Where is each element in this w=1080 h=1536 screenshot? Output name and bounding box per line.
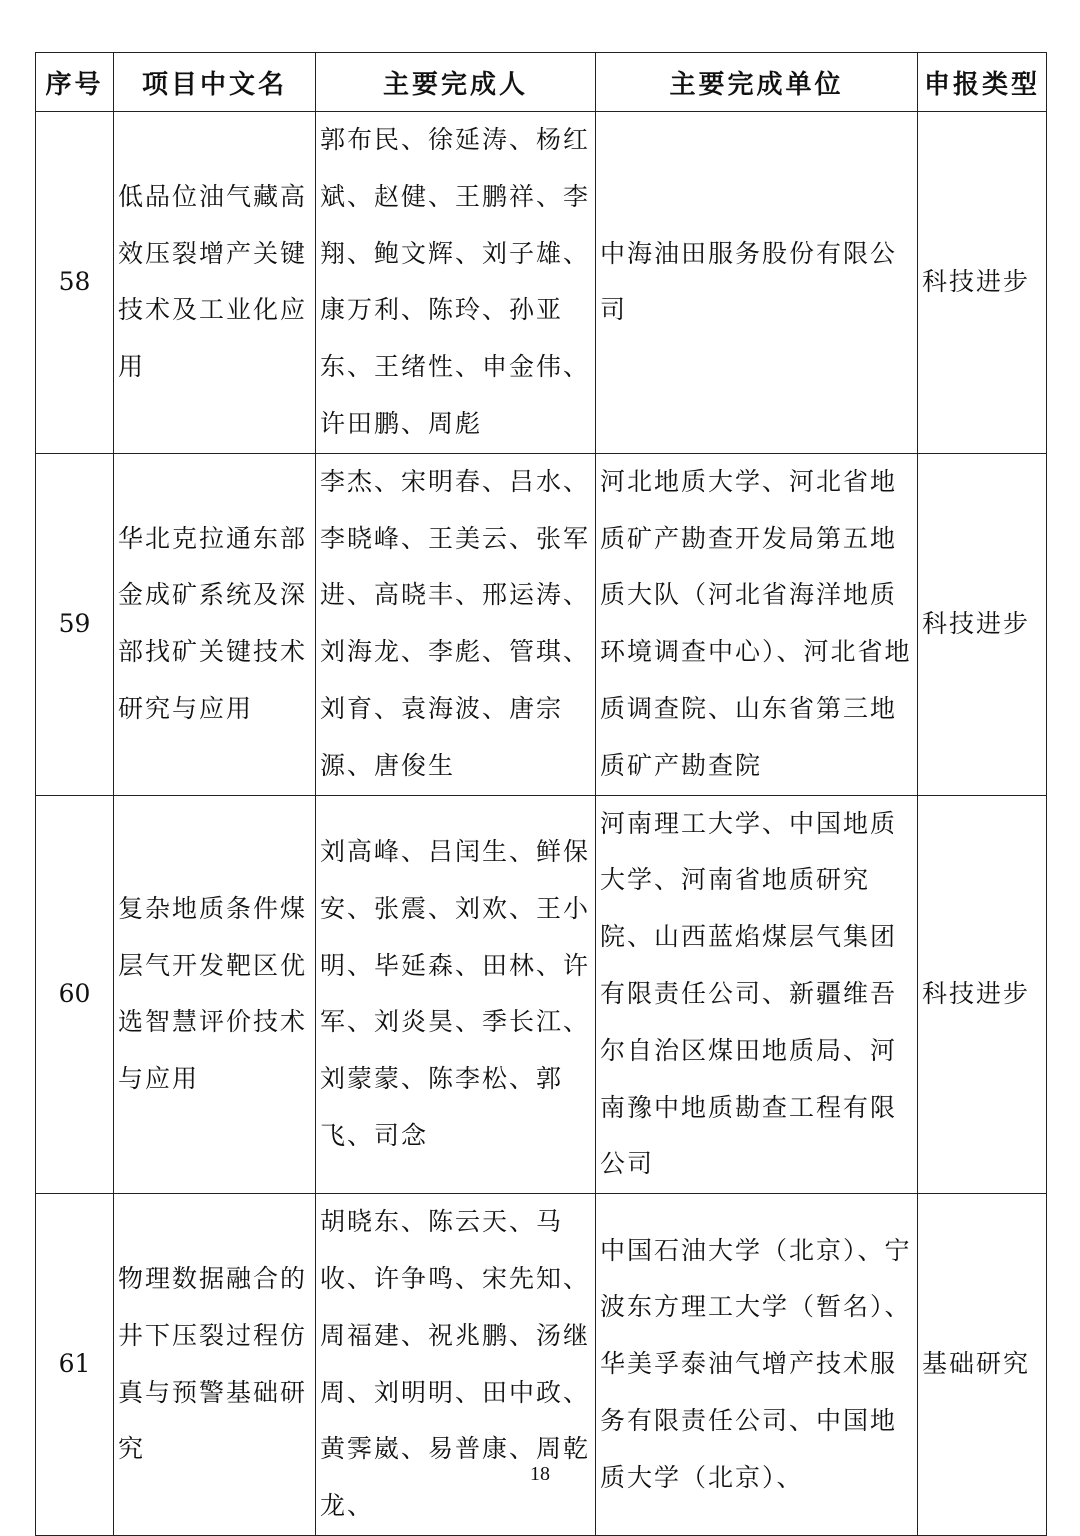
- row-project: 物理数据融合的井下压裂过程仿真与预警基础研究: [114, 1194, 316, 1536]
- row-people: 李杰、宋明春、吕水、李晓峰、王美云、张军进、高晓丰、邢运涛、刘海龙、李彪、管琪、刘育、袁海波、唐宗源、唐俊生: [316, 453, 596, 795]
- row-people: 刘高峰、吕闰生、鲜保安、张震、刘欢、王小明、毕延森、田林、许军、刘炎昊、季长江、刘蒙蒙、陈李松、郭飞、司念: [316, 795, 596, 1194]
- row-units: 河北地质大学、河北省地质矿产勘查开发局第五地质大队（河北省海洋地质环境调查中心）、河北省地质调查院、山东省第三地质矿产勘查院: [596, 453, 918, 795]
- header-type: 申报类型: [918, 53, 1047, 112]
- header-units: 主要完成单位: [596, 53, 918, 112]
- row-project: 复杂地质条件煤层气开发靶区优选智慧评价技术与应用: [114, 795, 316, 1194]
- row-project: 华北克拉通东部金成矿系统及深部找矿关键技术研究与应用: [114, 453, 316, 795]
- header-seq: 序号: [36, 53, 114, 112]
- row-type: 科技进步: [918, 795, 1047, 1194]
- page-number: 18: [530, 1463, 550, 1485]
- row-people: 郭布民、徐延涛、杨红斌、赵健、王鹏祥、李翔、鲍文辉、刘子雄、康万利、陈玲、孙亚东、王绪性、申金伟、许田鹏、周彪: [316, 112, 596, 454]
- table-row: [36, 795, 1047, 1194]
- header-people: 主要完成人: [316, 53, 596, 112]
- row-type: 科技进步: [918, 112, 1047, 454]
- table-header-row: [36, 53, 1047, 112]
- row-seq: 59: [36, 453, 114, 795]
- row-seq: 60: [36, 795, 114, 1194]
- header-project: 项目中文名: [114, 53, 316, 112]
- row-units: 中国石油大学（北京）、宁波东方理工大学（暂名）、华美孚泰油气增产技术服务有限责任公司、中国地质大学（北京）、: [596, 1194, 918, 1536]
- row-project: 低品位油气藏高效压裂增产关键技术及工业化应用: [114, 112, 316, 454]
- row-type: 科技进步: [918, 453, 1047, 795]
- row-type: 基础研究: [918, 1194, 1047, 1536]
- row-units: 中海油田服务股份有限公司: [596, 112, 918, 454]
- row-seq: 61: [36, 1194, 114, 1536]
- awards-table: [35, 52, 1047, 1536]
- row-units: 河南理工大学、中国地质大学、河南省地质研究院、山西蓝焰煤层气集团有限责任公司、新疆维吾尔自治区煤田地质局、河南豫中地质勘查工程有限公司: [596, 795, 918, 1194]
- table-row: [36, 112, 1047, 454]
- row-seq: 58: [36, 112, 114, 454]
- row-people: 胡晓东、陈云天、马收、许争鸣、宋先知、周福建、祝兆鹏、汤继周、刘明明、田中政、黄霁崴、易普康、周乾龙、: [316, 1194, 596, 1536]
- table-row: [36, 453, 1047, 795]
